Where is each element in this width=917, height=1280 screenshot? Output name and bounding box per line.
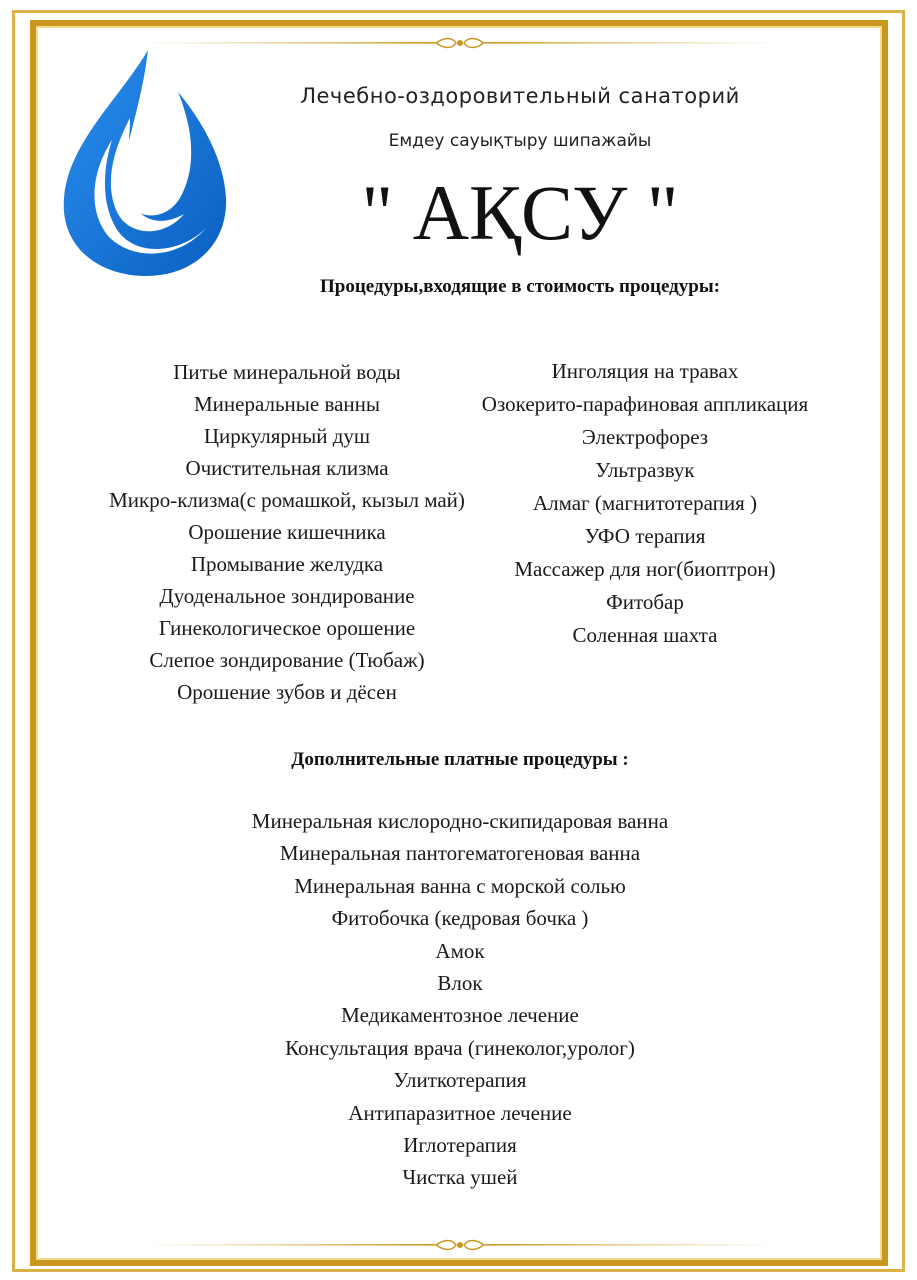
- list-item: Орошение зубов и дёсен: [177, 680, 397, 704]
- list-item: Орошение кишечника: [188, 520, 386, 544]
- list-item: Циркулярный душ: [203, 424, 371, 448]
- list-item: Промывание желудка: [190, 552, 384, 576]
- list-item: Минеральная ванна с морской солью: [294, 873, 626, 898]
- list-item: Очистительная клизма: [185, 456, 389, 480]
- list-item: Соленная шахта: [572, 623, 718, 647]
- list-item: Электрофорез: [581, 425, 709, 449]
- list-item: Минеральная кислородно-скипидаровая ванна: [251, 809, 669, 833]
- paid-procedures-list: [160, 805, 760, 1194]
- list-item: Озокерито-парафиновая аппликация: [481, 392, 809, 416]
- list-item: Влок: [437, 971, 483, 996]
- list-item: Консультация врача (гинеколог,уролог): [285, 1035, 635, 1060]
- gold-scroll-ornament-icon: [140, 36, 780, 50]
- list-item: Инголяция на травах: [551, 359, 739, 383]
- list-item: Слепое зондирование (Тюбаж): [149, 648, 425, 672]
- brand-name: " АҚСУ ": [361, 169, 679, 256]
- list-item: Медикаментозное лечение: [341, 1003, 579, 1028]
- included-procedures-right-list: [455, 355, 835, 652]
- list-item: Микро-клизма(с ромашкой, кызыл май): [109, 488, 465, 512]
- list-item: Питье минеральной воды: [173, 360, 401, 384]
- included-procedures-left-list: [78, 356, 496, 708]
- list-item: Минеральные ванны: [194, 392, 380, 416]
- list-item: Иглотерапия: [403, 1133, 517, 1158]
- list-item: Фитобар: [606, 590, 684, 614]
- paid-procedures-title: Дополнительные платные процедуры :: [291, 749, 629, 770]
- list-item: Алмаг (магнитотерапия ): [532, 491, 758, 515]
- list-item: Дуоденальное зондирование: [159, 584, 415, 608]
- list-item: Антипаразитное лечение: [348, 1100, 572, 1125]
- list-item: Амок: [435, 938, 485, 963]
- list-item: Ультразвук: [595, 458, 695, 482]
- list-item: Чистка ушей: [402, 1165, 518, 1190]
- sanatorium-type-kz: Емдеу сауықтыру шипажайы: [388, 131, 652, 151]
- gold-scroll-ornament-icon: [140, 1238, 780, 1252]
- list-item: Гинекологическое орошение: [158, 616, 416, 640]
- list-item: Массажер для ног(биоптрон): [514, 557, 776, 581]
- included-procedures-title: Процедуры,входящие в стоимость процедуры:: [319, 276, 720, 297]
- sanatorium-type-ru: Лечебно-оздоровительный санаторий: [300, 84, 740, 108]
- water-drop-logo-icon: [60, 48, 232, 280]
- list-item: Минеральная пантогематогеновая ванна: [279, 841, 641, 866]
- list-item: Фитобочка (кедровая бочка ): [331, 906, 589, 931]
- list-item: УФО терапия: [584, 524, 706, 548]
- list-item: Улиткотерапия: [393, 1068, 527, 1093]
